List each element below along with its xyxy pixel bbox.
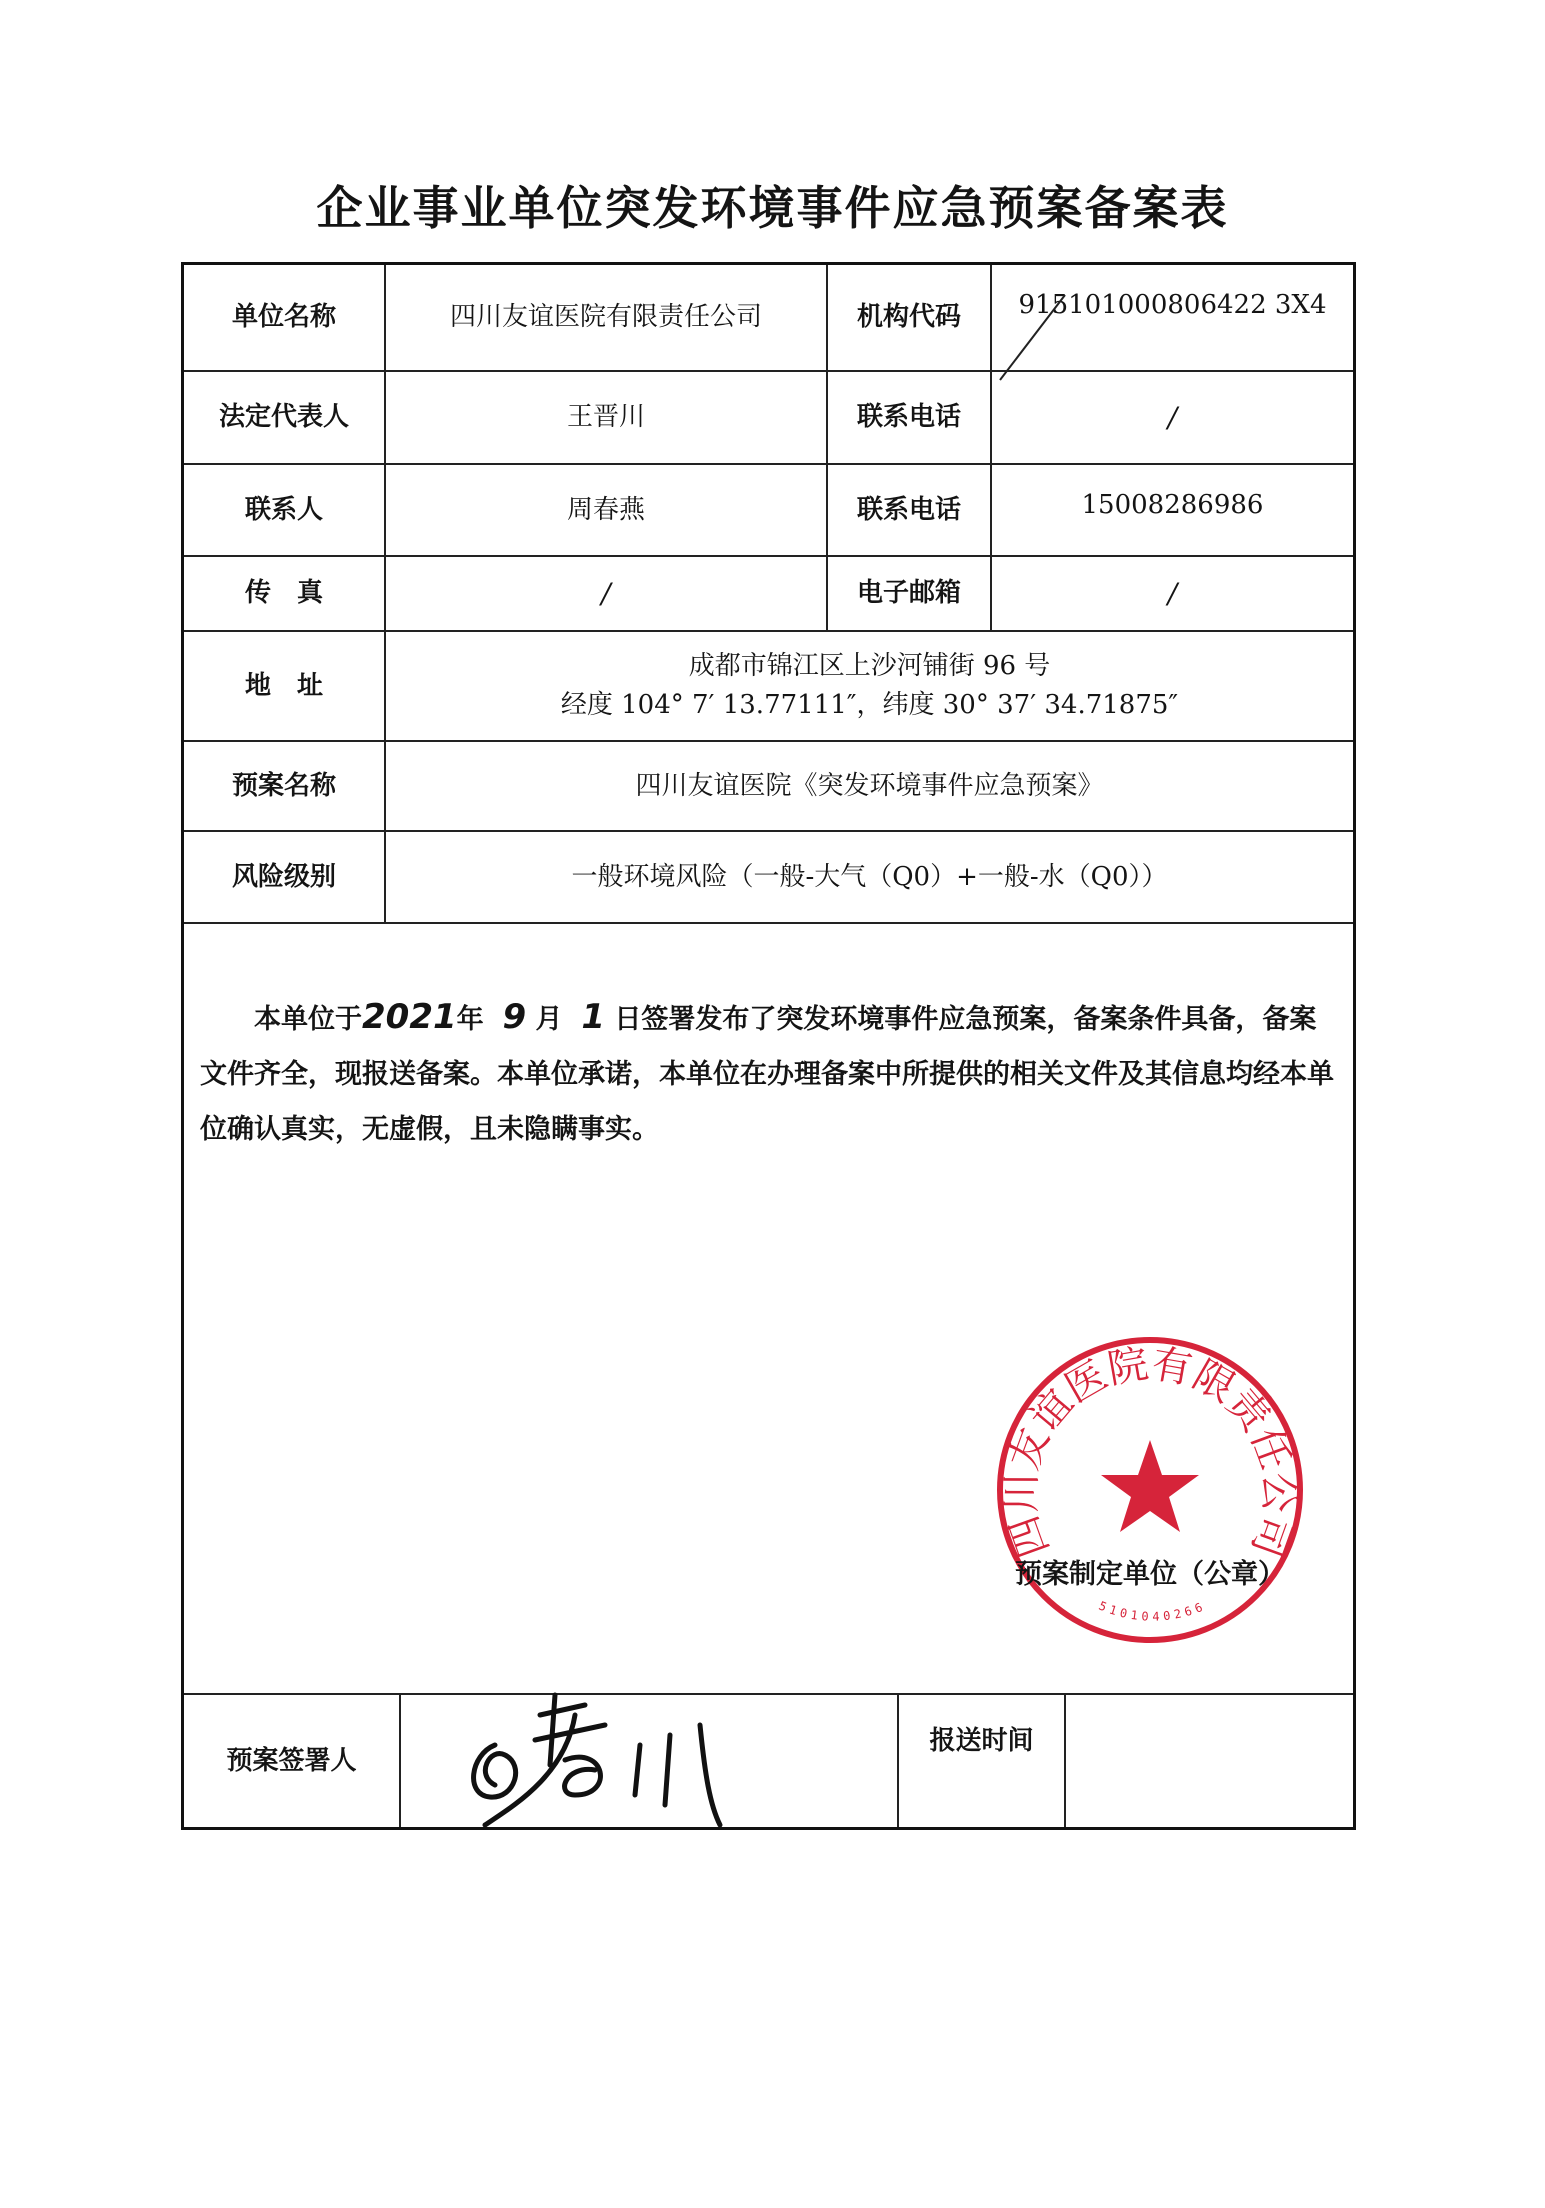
org-code-label: 机构代码 [856,302,961,332]
handwritten-month: 9 [502,997,527,1037]
handwritten-year: 2021 [362,997,457,1037]
statement-prefix: 本单位于 [254,1004,362,1035]
legal-rep-value: 王晋川 [566,402,645,432]
fax-value: / [601,576,611,610]
email-label: 电子邮箱 [856,578,961,608]
seal-code-text: 5101040266 [1096,1598,1209,1624]
email-value: / [1167,576,1178,610]
month-unit: 月 [535,1004,563,1035]
address-value [386,632,1353,740]
row-divider [184,922,1353,924]
address-street: 成都市锦江区上沙河铺街 96 号 [688,651,1051,681]
contact-phone-value: 15008286986 [1081,489,1264,520]
signer-label: 预案签署人 [226,1745,357,1776]
phone-value: / [1167,400,1178,434]
year-unit: 年 [456,1004,484,1035]
contact-value: 周春燕 [566,494,645,525]
address-label: 地 址 [244,670,323,701]
handwritten-signature [455,1685,745,1835]
plan-name-label: 预案名称 [231,770,336,801]
org-code-value: 915101000806422 3X4 [1018,289,1327,320]
submit-time-value [1066,1695,1353,1827]
risk-level-value: 一般环境风险（一般-大气（Q0）+一般-水（Q0）） [571,861,1168,892]
submit-time-label: 报送时间 [929,1725,1034,1756]
fax-label: 传 真 [244,578,323,608]
seal-caption: 预案制定单位（公章） [1015,1559,1285,1590]
address-coordinates: 经度 104° 7′ 13.77111″，纬度 30° 37′ 34.71875″ [560,690,1179,720]
pen-stroke [995,290,1070,385]
plan-name-value: 四川友谊医院《突发环境事件应急预案》 [635,770,1104,801]
seal-org-text: 四川友谊医院有限责任公司 [998,1340,1302,1563]
risk-level-label: 风险级别 [231,861,336,892]
col-divider [399,1693,401,1827]
page-title: 企业事业单位突发环境事件应急预案备案表 [316,181,1229,235]
declaration-statement [200,990,1340,1157]
official-seal [990,1330,1310,1650]
handwritten-day: 1 [581,997,606,1037]
seal-star [1101,1440,1199,1532]
contact-phone-label: 联系电话 [856,494,961,525]
unit-name-label: 单位名称 [231,302,336,332]
statement-body: 日签署发布了突发环境事件应急预案，备案条件具备，备案文件齐全，现报送备案。本单位承诺，本单位在办理备案中所提供的相关文件及其信息均经本单位确认真实，无虚假，且未隐瞒事实。 [200,1004,1334,1145]
unit-name-value: 四川友谊医院有限责任公司 [449,302,762,332]
legal-rep-label: 法定代表人 [218,402,349,432]
phone-label: 联系电话 [856,402,961,432]
contact-label: 联系人 [244,494,323,525]
